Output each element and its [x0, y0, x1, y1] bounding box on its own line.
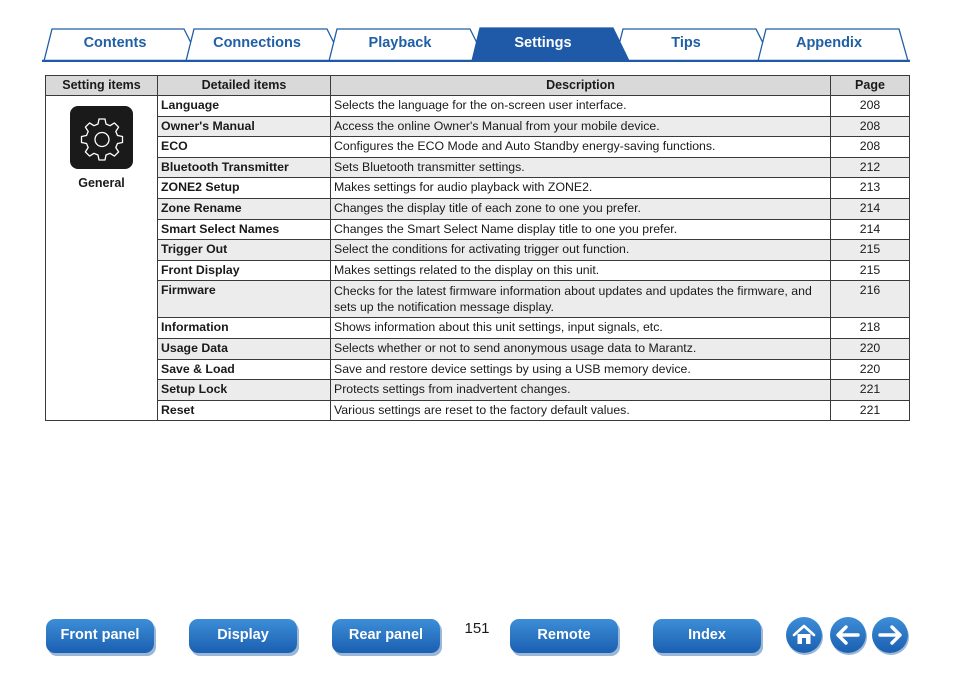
tab-tips[interactable]: Tips	[671, 35, 701, 51]
arrow-right-icon	[876, 622, 904, 648]
table-header-row	[46, 76, 910, 96]
table-row	[46, 116, 910, 137]
item-cell: Front Display	[158, 260, 331, 281]
page-link[interactable]: 220	[831, 338, 910, 359]
item-cell: ECO	[158, 137, 331, 158]
item-cell: Bluetooth Transmitter	[158, 157, 331, 178]
description-cell: Save and restore device settings by using a USB memory device.	[331, 359, 831, 380]
page-link[interactable]: 221	[831, 400, 910, 421]
home-button[interactable]	[786, 617, 822, 653]
table-row	[46, 198, 910, 219]
tab-playback[interactable]: Playback	[368, 35, 432, 51]
description-cell: Makes settings for audio playback with ZONE2.	[331, 178, 831, 199]
page-link[interactable]: 218	[831, 318, 910, 339]
front-panel-button[interactable]: Front panel	[46, 619, 154, 653]
description-cell: Various settings are reset to the factory default values.	[331, 400, 831, 421]
table-row	[46, 281, 910, 318]
rear-panel-button[interactable]: Rear panel	[332, 619, 440, 653]
table-row	[46, 380, 910, 401]
page-link[interactable]: 215	[831, 240, 910, 261]
table-row	[46, 338, 910, 359]
table-row	[46, 318, 910, 339]
table-row	[46, 240, 910, 261]
table-row	[46, 157, 910, 178]
header-setting-items: Setting items	[46, 76, 158, 96]
item-cell: Language	[158, 96, 331, 117]
gear-icon	[70, 106, 133, 169]
page-number: 151	[464, 620, 490, 637]
page-link[interactable]: 212	[831, 157, 910, 178]
description-cell: Protects settings from inadvertent changes.	[331, 380, 831, 401]
tab-connections[interactable]: Connections	[213, 35, 301, 51]
description-cell: Checks for the latest firmware information about updates and updates the firmware, and sets up the notification message display.	[331, 281, 831, 318]
index-button[interactable]: Index	[653, 619, 761, 653]
item-cell: Usage Data	[158, 338, 331, 359]
table-row	[46, 178, 910, 199]
item-cell: Save & Load	[158, 359, 331, 380]
page-link[interactable]: 208	[831, 116, 910, 137]
back-button[interactable]	[830, 617, 866, 653]
page-link[interactable]: 221	[831, 380, 910, 401]
category-label: General	[78, 176, 125, 190]
table-row	[46, 260, 910, 281]
home-icon	[791, 622, 817, 648]
item-cell: Firmware	[158, 281, 331, 318]
chapter-tab-bar	[42, 26, 910, 62]
page-link[interactable]: 215	[831, 260, 910, 281]
item-cell: Reset	[158, 400, 331, 421]
description-cell: Selects whether or not to send anonymous usage data to Marantz.	[331, 338, 831, 359]
description-cell: Shows information about this unit settings, input signals, etc.	[331, 318, 831, 339]
description-cell: Selects the language for the on-screen user interface.	[331, 96, 831, 117]
description-cell: Makes settings related to the display on this unit.	[331, 260, 831, 281]
item-cell: Setup Lock	[158, 380, 331, 401]
description-cell: Sets Bluetooth transmitter settings.	[331, 157, 831, 178]
table-row	[46, 137, 910, 158]
item-cell: Owner's Manual	[158, 116, 331, 137]
description-cell: Changes the Smart Select Name display title to one you prefer.	[331, 219, 831, 240]
header-page: Page	[831, 76, 910, 96]
general-settings-table	[45, 75, 910, 421]
page-link[interactable]: 208	[831, 137, 910, 158]
page-link[interactable]: 214	[831, 219, 910, 240]
category-cell-general	[46, 96, 158, 421]
page-link[interactable]: 208	[831, 96, 910, 117]
description-cell: Configures the ECO Mode and Auto Standby energy-saving functions.	[331, 137, 831, 158]
tab-contents[interactable]: Contents	[83, 35, 147, 51]
table-row	[46, 96, 910, 117]
table-row	[46, 359, 910, 380]
display-button[interactable]: Display	[189, 619, 297, 653]
item-cell: Information	[158, 318, 331, 339]
item-cell: ZONE2 Setup	[158, 178, 331, 199]
description-cell: Access the online Owner's Manual from your mobile device.	[331, 116, 831, 137]
page-link[interactable]: 216	[831, 281, 910, 318]
remote-button[interactable]: Remote	[510, 619, 618, 653]
table-row	[46, 219, 910, 240]
description-cell: Select the conditions for activating trigger out function.	[331, 240, 831, 261]
forward-button[interactable]	[872, 617, 908, 653]
item-cell: Smart Select Names	[158, 219, 331, 240]
page-link[interactable]: 213	[831, 178, 910, 199]
arrow-left-icon	[834, 622, 862, 648]
tab-appendix[interactable]: Appendix	[795, 35, 863, 51]
header-description: Description	[331, 76, 831, 96]
page-link[interactable]: 220	[831, 359, 910, 380]
item-cell: Trigger Out	[158, 240, 331, 261]
description-cell: Changes the display title of each zone to one you prefer.	[331, 198, 831, 219]
item-cell: Zone Rename	[158, 198, 331, 219]
tab-settings[interactable]: Settings	[514, 35, 572, 51]
table-row	[46, 400, 910, 421]
header-detailed-items: Detailed items	[158, 76, 331, 96]
page-link[interactable]: 214	[831, 198, 910, 219]
